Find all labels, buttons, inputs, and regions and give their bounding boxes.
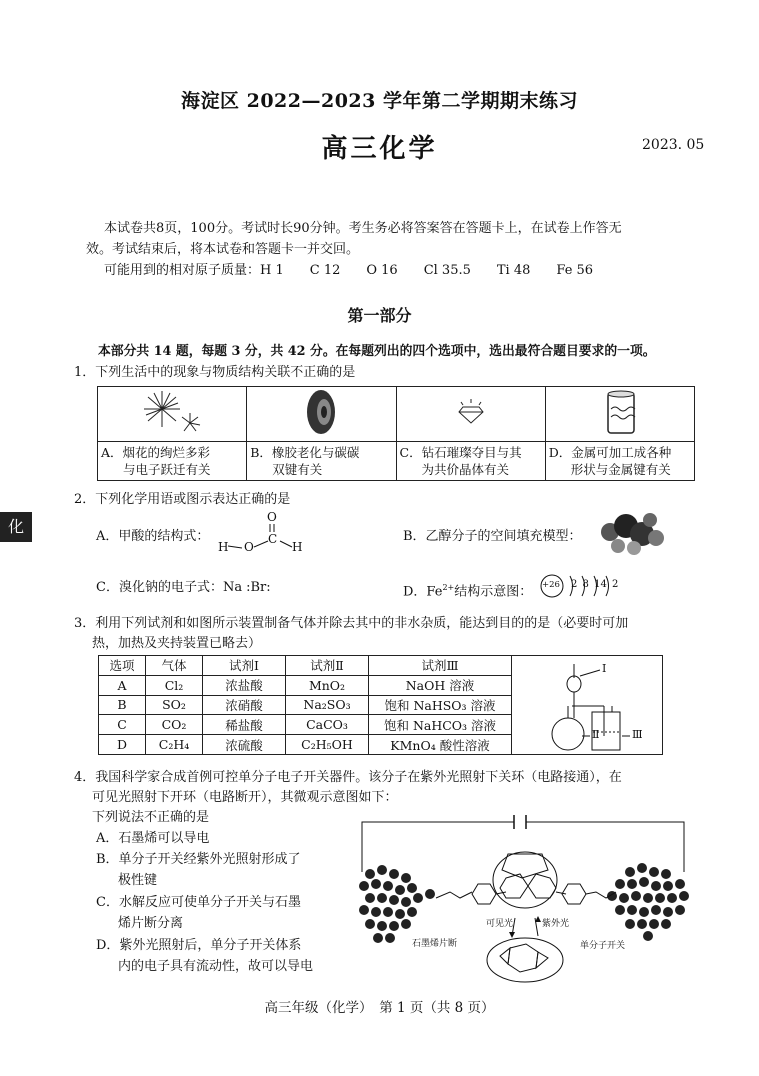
q2-option-c: C．溴化钠的电子式：Na :Br: bbox=[96, 580, 271, 595]
apparatus-label-ii: Ⅱ bbox=[592, 728, 600, 741]
table-row: A Cl₂ 浓盐酸 MnO₂ NaOH 溶液 bbox=[99, 675, 663, 695]
q2-option-b: B．乙醇分子的空间填充模型： bbox=[403, 529, 582, 544]
q2-stem: 2．下列化学用语或图示表达正确的是 bbox=[74, 492, 291, 507]
q1-option-d: D．金属可加工成各种 形状与金属键有关 bbox=[545, 442, 694, 481]
metal-can-image bbox=[545, 387, 694, 442]
atom-c: C bbox=[268, 532, 278, 546]
subject-title: 高三化学 bbox=[321, 134, 438, 164]
formic-acid-structure bbox=[218, 510, 308, 560]
q1-stem: 1．下列生活中的现象与物质结构关联不正确的是 bbox=[74, 365, 356, 380]
fe-ion-structure-diagram bbox=[538, 572, 648, 602]
q1-option-a: A．烟花的绚烂多彩 与电子跃迁有关 bbox=[98, 442, 247, 481]
electron-shells: 2 8 14 2 bbox=[571, 579, 619, 590]
label-visible-light: 可见光 bbox=[486, 919, 514, 929]
part1-heading: 第一部分 bbox=[347, 306, 412, 325]
atom-h-left: H bbox=[218, 540, 229, 554]
q4-option-b-line2: 极性键 bbox=[118, 873, 158, 888]
exam-date: 2023. 05 bbox=[642, 137, 705, 153]
part1-intro: 本部分共 14 题，每题 3 分，共 42 分。在每题列出的四个选项中，选出最符合题目要求的一项。 bbox=[98, 344, 656, 359]
q1-options-table bbox=[97, 386, 695, 481]
q4-option-d-line1: D．紫外光照射后，单分子开关体系 bbox=[96, 938, 302, 953]
apparatus-label-iii: Ⅲ bbox=[632, 728, 643, 741]
q4-option-b-line1: B．单分子开关经紫外光照射形成了 bbox=[96, 852, 301, 867]
page-footer: 高三年级（化学） 第 1 页（共 8 页） bbox=[264, 1000, 495, 1016]
nucleus-charge: +26 bbox=[542, 580, 560, 590]
ethanol-space-filling-model bbox=[590, 510, 670, 560]
table-header-row: 选项 气体 试剂Ⅰ 试剂Ⅱ 试剂Ⅲ Ⅰ Ⅱ Ⅲ bbox=[99, 656, 663, 676]
q4-option-c-line2: 烯片断分离 bbox=[118, 916, 184, 931]
label-single-molecule-switch: 单分子开关 bbox=[580, 941, 626, 951]
atom-o-double: O bbox=[267, 510, 277, 524]
instructions-line1: 本试卷共8页，100分。考试时长90分钟。考生务必将答案答在答题卡上，在试卷上作答无 bbox=[104, 221, 622, 236]
molecular-switch-diagram bbox=[350, 812, 695, 984]
q4-option-a: A．石墨烯可以导电 bbox=[96, 831, 210, 846]
fireworks-image bbox=[98, 387, 247, 442]
q4-option-d-line2: 内的电子具有流动性，故可以导电 bbox=[118, 959, 314, 974]
atomic-masses: 可能用到的相对原子质量：H 1 C 12 O 16 Cl 35.5 Ti 48 Fe 56 bbox=[104, 263, 594, 278]
instructions-line2: 效。考试结束后，将本试卷和答题卡一并交回。 bbox=[86, 242, 360, 257]
q1-option-b: B．橡胶老化与碳碳 双键有关 bbox=[247, 442, 396, 481]
q1-option-c: C．钻石璀璨夺目与其 为共价晶体有关 bbox=[396, 442, 545, 481]
q3-reagent-table bbox=[98, 655, 663, 755]
gas-apparatus-diagram bbox=[512, 656, 663, 755]
apparatus-label-i: Ⅰ bbox=[602, 662, 607, 675]
q4-stem-line1: 4．我国科学家合成首例可控单分子电子开关器件。该分子在紫外光照射下关环（电路接通），在 bbox=[74, 770, 622, 785]
q4-ask: 下列说法不正确的是 bbox=[92, 810, 210, 825]
q4-option-c-line1: C．水解反应可使单分子开关与石墨 bbox=[96, 895, 301, 910]
atom-h-right: H bbox=[292, 540, 303, 554]
table-row: B SO₂ 浓硝酸 Na₂SO₃ 饱和 NaHSO₃ 溶液 bbox=[99, 695, 663, 715]
q2-option-a: A．甲酸的结构式： bbox=[96, 529, 210, 544]
q3-stem-line1: 3．利用下列试剂和如图所示装置制备气体并除去其中的非水杂质，能达到目的的是（必要时可加 bbox=[74, 616, 629, 631]
atom-o: O bbox=[244, 540, 254, 554]
table-row: C CO₂ 稀盐酸 CaCO₃ 饱和 NaHCO₃ 溶液 bbox=[99, 715, 663, 735]
q4-stem-line2: 可见光照射下开环（电路断开），其微观示意图如下： bbox=[92, 790, 398, 805]
label-graphene-fragment: 石墨烯片断 bbox=[412, 939, 458, 949]
diamond-image bbox=[396, 387, 545, 442]
q2-option-d: D．$Fe^{2+}$结构示意图： bbox=[403, 583, 533, 600]
q3-stem-line2: 热，加热及夹持装置已略去） bbox=[92, 636, 262, 651]
exam-title: 海淀区 2022—2023 学年第二学期期末练习 bbox=[181, 90, 578, 112]
subject-side-tab: 化 bbox=[0, 512, 32, 542]
label-uv-light: 紫外光 bbox=[542, 919, 570, 929]
tire-image bbox=[247, 387, 396, 442]
table-row: D C₂H₄ 浓硫酸 C₂H₅OH KMnO₄ 酸性溶液 bbox=[99, 735, 663, 755]
